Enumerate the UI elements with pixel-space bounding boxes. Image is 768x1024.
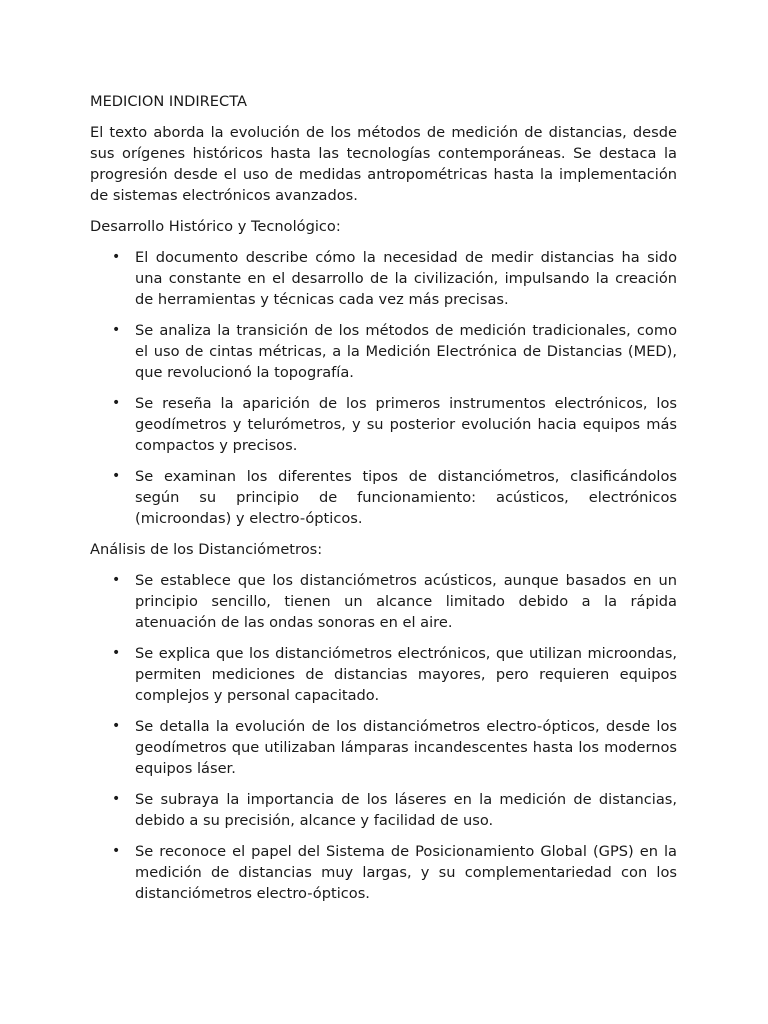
document-page <box>90 91 677 914</box>
list-item <box>90 789 677 831</box>
bullet-icon: • <box>112 645 121 661</box>
list-item-text: Se examinan los diferentes tipos de distanciómetros, clasificándolos según su principio de funcionamiento: acústicos, electrónicos (microondas) y electro-ópticos. <box>135 468 677 527</box>
bullet-icon: • <box>112 249 121 265</box>
bullet-icon: • <box>112 572 121 588</box>
list-item <box>90 320 677 383</box>
list-item-text: Se reconoce el papel del Sistema de Posicionamiento Global (GPS) en la medición de distancias muy largas, y su complementariedad con los distanciómetros electro-ópticos. <box>135 843 677 902</box>
list-item <box>90 393 677 456</box>
list-item-text: Se subraya la importancia de los láseres en la medición de distancias, debido a su precisión, alcance y facilidad de uso. <box>135 791 677 829</box>
list-item <box>90 466 677 529</box>
bullet-icon: • <box>112 843 121 859</box>
bullet-icon: • <box>112 791 121 807</box>
bullet-list <box>90 570 677 904</box>
list-item-text: El documento describe cómo la necesidad de medir distancias ha sido una constante en el desarrollo de la civilización, impulsando la creación de herramientas y técnicas cada vez más precisas. <box>135 249 677 308</box>
bullet-icon: • <box>112 468 121 484</box>
intro-paragraph: El texto aborda la evolución de los métodos de medición de distancias, desde sus orígenes históricos hasta las tecnologías contemporáneas. Se destaca la progresión desde el uso de medidas antropométricas hasta la implementación de sistemas electrónicos avanzados. <box>90 124 677 204</box>
list-item-text: Se analiza la transición de los métodos de medición tradicionales, como el uso de cintas métricas, a la Medición Electrónica de Distancias (MED), que revolucionó la topografía. <box>135 322 677 381</box>
bullet-icon: • <box>112 718 121 734</box>
list-item <box>90 841 677 904</box>
section-heading: Desarrollo Histórico y Tecnológico: <box>90 218 341 235</box>
list-item-text: Se detalla la evolución de los distanciómetros electro-ópticos, desde los geodímetros que utilizaban lámparas incandescentes hasta los modernos equipos láser. <box>135 718 677 777</box>
list-item-text: Se explica que los distanciómetros electrónicos, que utilizan microondas, permiten mediciones de distancias mayores, pero requieren equipos complejos y personal capacitado. <box>135 645 677 704</box>
list-item <box>90 570 677 633</box>
bullet-list <box>90 247 677 529</box>
section-heading: Análisis de los Distanciómetros: <box>90 541 323 558</box>
list-item-text: Se establece que los distanciómetros acústicos, aunque basados en un principio sencillo, tienen un alcance limitado debido a la rápida atenuación de las ondas sonoras en el aire. <box>135 572 677 631</box>
list-item <box>90 643 677 706</box>
bullet-icon: • <box>112 322 121 338</box>
section-historical <box>90 216 677 529</box>
list-item <box>90 716 677 779</box>
list-item-text: Se reseña la aparición de los primeros instrumentos electrónicos, los geodímetros y telurómetros, y su posterior evolución hacia equipos más compactos y precisos. <box>135 395 677 454</box>
section-analysis <box>90 539 677 904</box>
bullet-icon: • <box>112 395 121 411</box>
list-item <box>90 247 677 310</box>
document-title: MEDICION INDIRECTA <box>90 93 247 110</box>
